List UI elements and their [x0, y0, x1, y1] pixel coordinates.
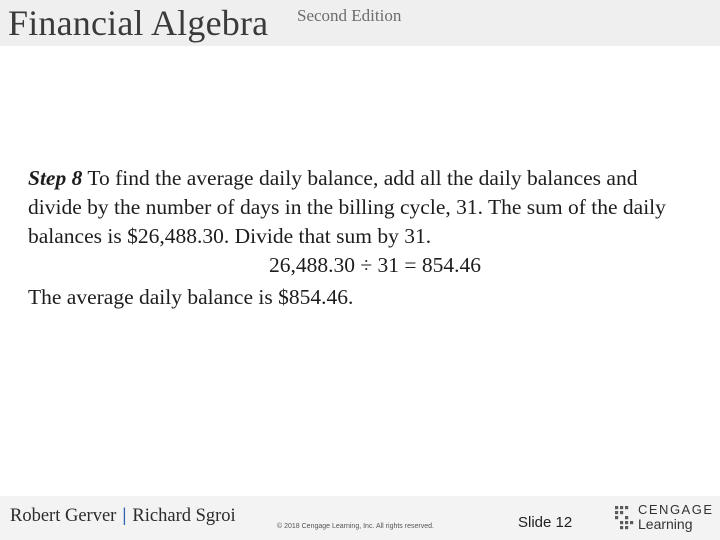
slide-footer	[0, 496, 720, 540]
author-separator: |	[122, 506, 127, 526]
step-paragraph	[28, 164, 690, 251]
copyright-notice: © 2018 Cengage Learning, Inc. All rights reserved.	[277, 523, 434, 530]
book-title: Financial Algebra	[8, 3, 269, 43]
authors	[10, 506, 236, 527]
publisher-subname: Learning	[638, 516, 693, 532]
publisher-logo	[612, 500, 716, 536]
step-text: To find the average daily balance, add all the daily balances and divide by the number of days in the billing cycle, 31. The sum of the daily balances is $26,488.30. Divide that sum by 31.	[28, 166, 666, 248]
book-edition: Second Edition	[297, 6, 402, 25]
author-name: Richard Sgroi	[132, 506, 236, 526]
conclusion-text: The average daily balance is $854.46.	[28, 285, 354, 309]
publisher-name: CENGAGE	[638, 502, 714, 517]
cengage-mark-icon	[612, 502, 634, 530]
division-equation: 26,488.30 ÷ 31 = 854.46	[269, 253, 482, 277]
slide-number: Slide 12	[518, 514, 573, 531]
author-name: Robert Gerver	[10, 506, 117, 526]
slide-content	[28, 164, 690, 312]
slide-header	[0, 0, 720, 46]
step-label: Step 8	[28, 166, 83, 190]
